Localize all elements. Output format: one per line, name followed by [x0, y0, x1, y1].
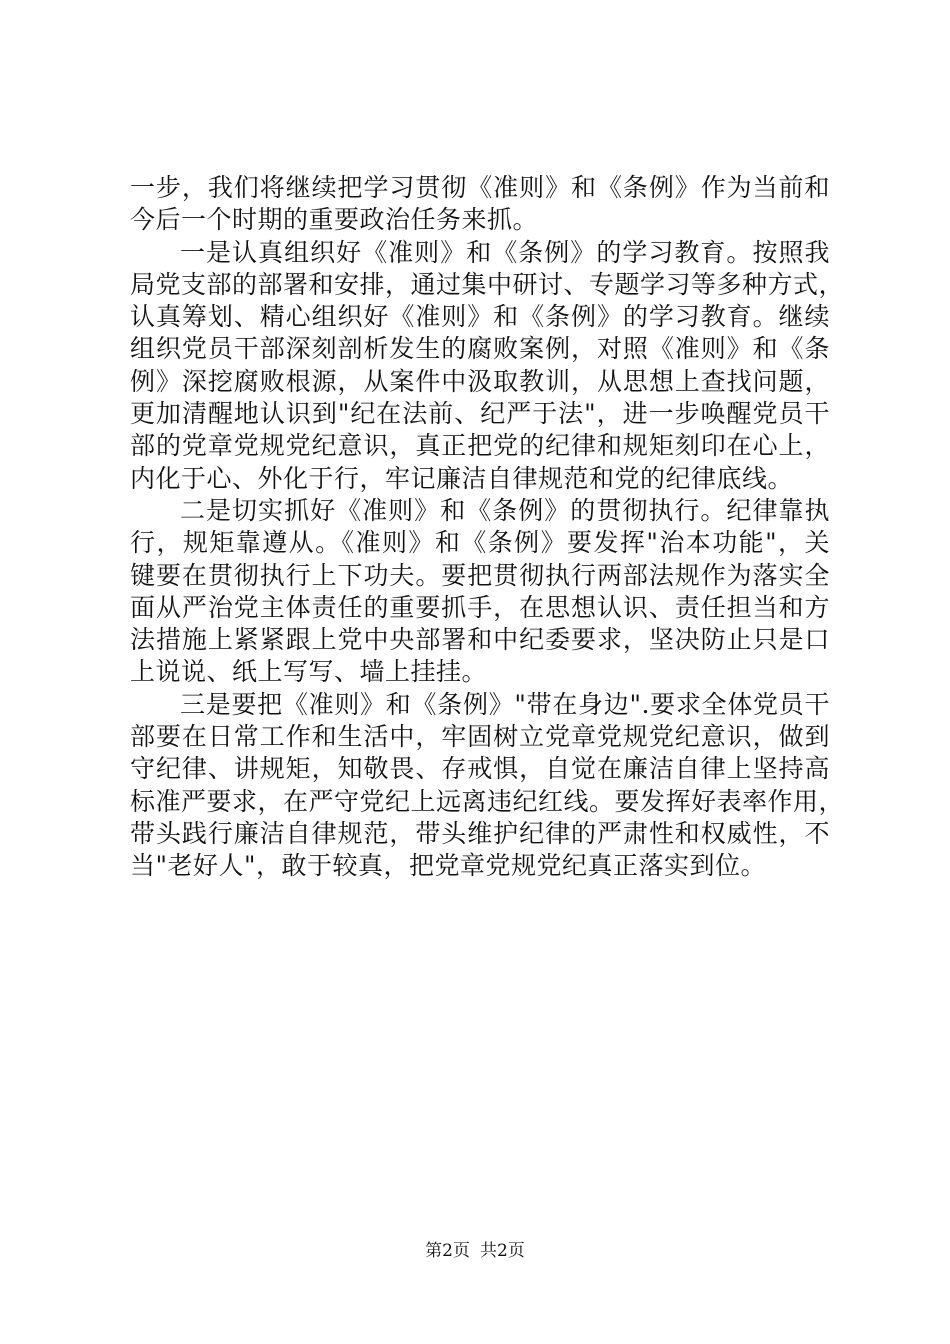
text-line: 上说说、纸上写写、墙上挂挂。 — [130, 657, 488, 687]
text-line: 二是切实抓好《准则》和《条例》的贯彻执行。纪律靠执 — [180, 495, 830, 525]
text-line: 局党支部的部署和安排，通过集中研讨、专题学习等多种方式， — [130, 269, 845, 299]
text-line: 面从严治党主体责任的重要抓手，在思想认识、责任担当和方 — [130, 592, 830, 622]
text-line: 守纪律、讲规矩，知敬畏、存戒惧，自觉在廉洁自律上坚持高 — [130, 754, 830, 784]
text-line: 三是要把《准则》和《条例》"带在身边".要求全体党员干 — [180, 689, 830, 719]
page-total: 共2页 — [480, 1241, 525, 1261]
text-line: 例》深挖腐败根源，从案件中汲取教训，从思想上查找问题， — [130, 366, 830, 396]
text-line: 认真筹划、精心组织好《准则》和《条例》的学习教育。继续 — [130, 302, 830, 332]
text-line: 当"老好人"，敢于较真，把党章党规党纪真正落实到位。 — [130, 851, 767, 881]
text-line: 更加清醒地认识到"纪在法前、纪严于法"，进一步唤醒党员干 — [130, 399, 830, 429]
text-line: 键要在贯彻执行上下功夫。要把贯彻执行两部法规作为落实全 — [130, 560, 830, 590]
page-footer — [0, 1240, 950, 1262]
text-line: 一是认真组织好《准则》和《条例》的学习教育。按照我 — [180, 237, 830, 267]
page-number: 第2页 — [425, 1241, 470, 1261]
text-line: 组织党员干部深刻剖析发生的腐败案例，对照《准则》和《条 — [130, 334, 830, 364]
text-line: 部的党章党规党纪意识，真正把党的纪律和规矩刻印在心上， — [130, 431, 830, 461]
text-line: 一步，我们将继续把学习贯彻《准则》和《条例》作为当前和 — [130, 173, 830, 202]
text-line: 内化于心、外化于行，牢记廉洁自律规范和党的纪律底线。 — [130, 463, 794, 493]
text-line: 部要在日常工作和生活中，牢固树立党章党规党纪意识，做到 — [130, 722, 830, 752]
document-body — [130, 172, 845, 883]
text-line: 法措施上紧紧跟上党中央部署和中纪委要求，坚决防止只是口 — [130, 625, 830, 655]
text-line: 今后一个时期的重要政治任务来抓。 — [130, 205, 539, 235]
text-line: 标准严要求，在严守党纪上远离违纪红线。要发挥好表率作用， — [130, 786, 845, 816]
text-line: 带头践行廉洁自律规范，带头维护纪律的严肃性和权威性，不 — [130, 818, 830, 848]
text-line: 行，规矩靠遵从。《准则》和《条例》要发挥"治本功能"，关 — [130, 528, 830, 558]
